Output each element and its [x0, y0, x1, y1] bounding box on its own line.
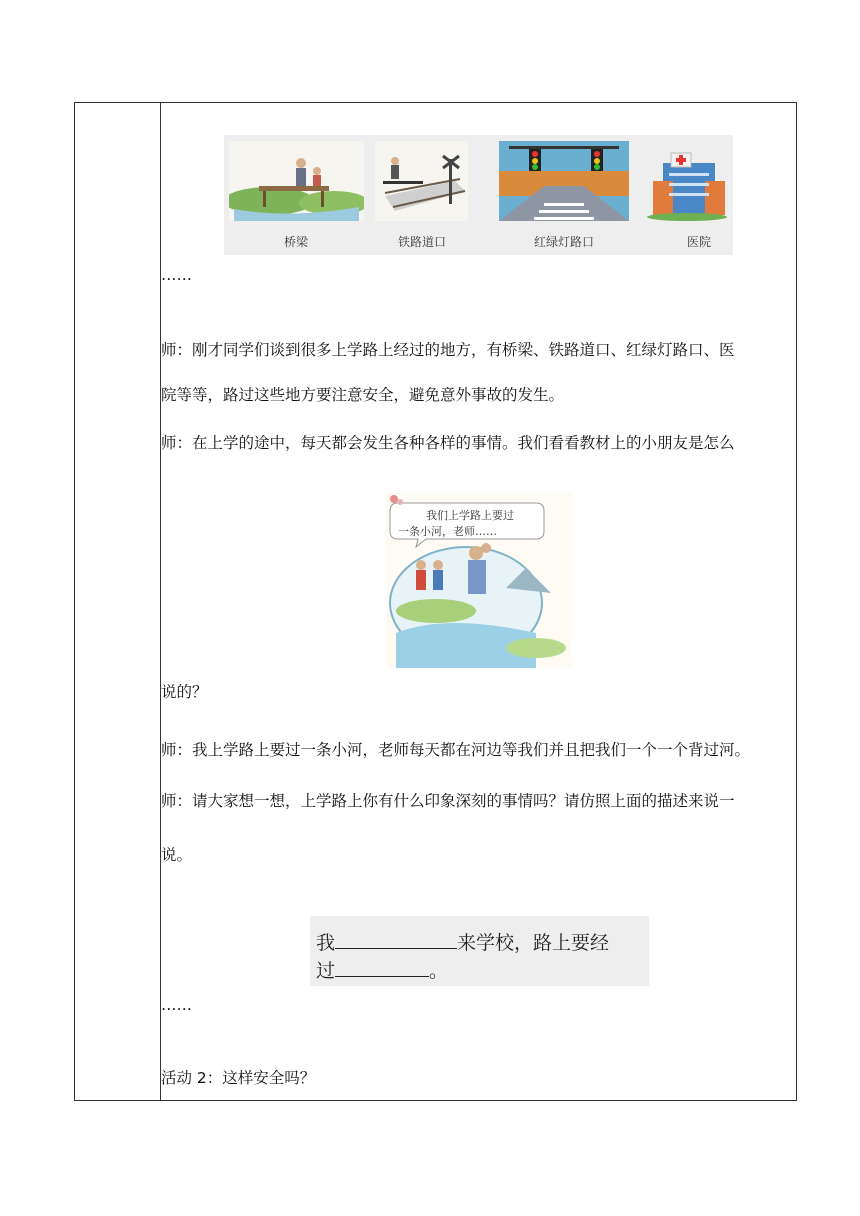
- fill-in-sentence-box: [310, 916, 649, 986]
- places-picture-strip: [224, 135, 733, 255]
- caption-hospital: 医院: [686, 235, 711, 249]
- ellipsis-2: ……: [161, 996, 192, 1014]
- paragraph-2-line-1: 师：在上学的途中，每天都会发生各种各样的事情。我们看看教材上的小朋友是怎么: [161, 434, 735, 452]
- speech-bubble-line-2: 一条小河，老师……: [398, 525, 497, 538]
- paragraph-1-line-1: 师：刚才同学们谈到很多上学路上经过的地方，有桥梁、铁路道口、红绿灯路口、医: [161, 341, 735, 359]
- paragraph-1-line-2: 院等等，路过这些地方要注意安全，避免意外事故的发生。: [161, 386, 565, 404]
- fill-in-part-2: 来学校，路上要经: [457, 932, 610, 954]
- hospital-picture: [645, 141, 730, 221]
- fill-in-part-3: 过: [316, 960, 336, 982]
- left-column: [75, 103, 161, 1100]
- railway-crossing-picture: [375, 141, 468, 221]
- paragraph-4-line-1: 师：请大家想一想，上学路上你有什么印象深刻的事情吗？请仿照上面的描述来说一: [161, 792, 735, 810]
- paragraph-4-line-2: 说。: [161, 846, 193, 864]
- paragraph-2-line-2: 说的？: [161, 683, 208, 701]
- ellipsis-1: ……: [161, 266, 192, 284]
- caption-railway-crossing: 铁路道口: [397, 235, 446, 249]
- fill-in-part-1: 我: [316, 932, 336, 954]
- fill-in-part-4: 。: [429, 960, 449, 982]
- river-crossing-illustration: [386, 493, 572, 668]
- fill-in-blank-2: [335, 958, 429, 977]
- fill-in-line-1: [316, 928, 609, 955]
- bridge-picture: [229, 141, 364, 221]
- speech-bubble-line-1: 我们上学路上要过: [426, 509, 514, 522]
- content-cell: [161, 103, 796, 1100]
- fill-in-blank-1: [335, 930, 457, 949]
- activity-2-title: 活动 2：这样安全吗？: [161, 1069, 316, 1087]
- paragraph-3: 师：我上学路上要过一条小河，老师每天都在河边等我们并且把我们一个一个背过河。: [161, 741, 751, 759]
- caption-traffic-light-crossing: 红绿灯路口: [533, 235, 594, 249]
- lesson-table: [74, 102, 797, 1101]
- fill-in-line-2: [316, 956, 448, 983]
- caption-bridge: 桥梁: [283, 235, 308, 249]
- traffic-light-crossing-picture: [499, 141, 629, 221]
